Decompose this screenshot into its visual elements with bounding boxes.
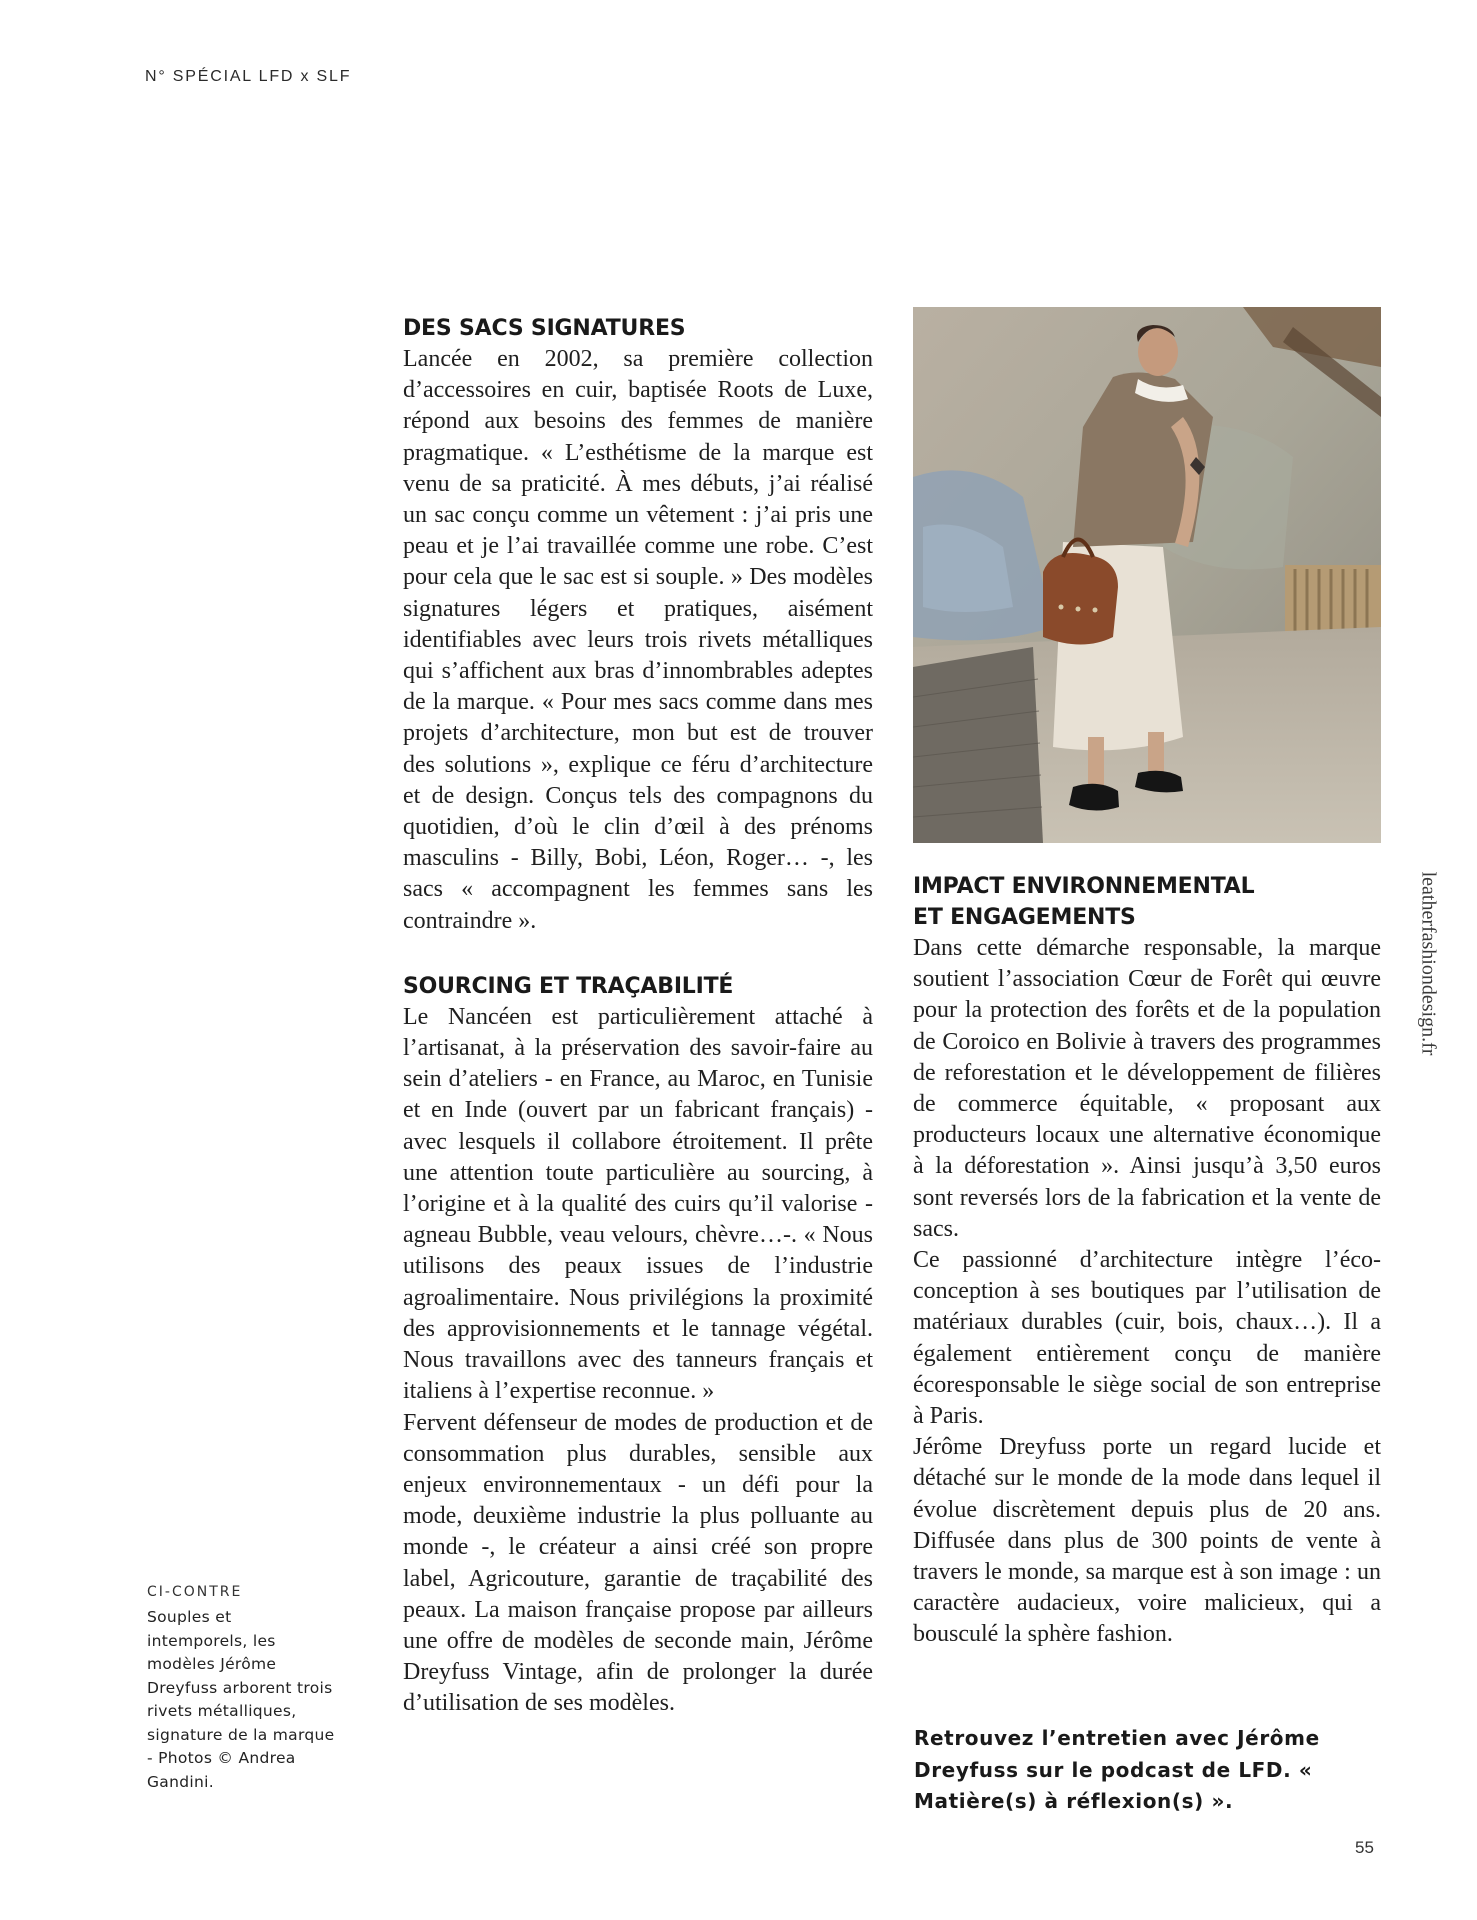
section-heading: IMPACT ENVIRONNEMENTAL ET ENGAGEMENTS bbox=[913, 874, 1255, 930]
paragraph: Jérôme Dreyfuss porte un regard lucide et détaché sur le monde de la mode dans lequel il évolue discrètement depuis plus de 20 ans. Diffusée dans plus de 300 points de vente à travers le monde, sa marque est à son image : un caractère audacieux, voire malicieux, qui a bousculé la sphère fashion. bbox=[913, 1434, 1381, 1648]
section-impact bbox=[913, 871, 1381, 1651]
caption-text: Souples et intemporels, les modèles Jérôme Dreyfuss arborent trois rivets métalliques, signature de la marque - Photos © Andrea Gandini. bbox=[147, 1608, 335, 1791]
section-sourcing bbox=[403, 971, 873, 1720]
paragraph: Dans cette démarche responsable, la marque soutient l’association Cœur de Forêt qui œuvre pour la protection des forêts et de la population de Coroico en Bolivie à travers des programmes de reforestation et le développement de filières de commerce équitable, « proposant aux producteurs locaux une alternative économique à la déforestation ». Ainsi jusqu’à 3,50 euros sont reversés lors de la fabrication et la vente de sacs. bbox=[913, 935, 1381, 1242]
article-column-middle bbox=[403, 313, 873, 1754]
issue-tag: N° SPÉCIAL LFD x SLF bbox=[145, 68, 352, 85]
paragraph: Le Nancéen est particulièrement attaché à l’artisanat, à la préservation des savoir-faire au sein d’ateliers - en France, au Maroc, en Tunisie et en Inde (ouvert par un fabricant français) - avec lesquels il collabore étroitement. Il prête une attention toute particulière au sourcing, à l’origine et à la qualité des cuirs qu’il valorise - agneau Bubble, veau velours, chèvre…-. « Nous utilisons des peaux issues de l’industrie agroalimentaire. Nous privilégions la proximité des approvisionnements et le tannage végétal. Nous travaillons avec des tanneurs français et italiens à l’expertise reconnue. » bbox=[403, 1003, 873, 1405]
article-column-right bbox=[913, 871, 1381, 1685]
side-url bbox=[1413, 853, 1443, 1073]
section-sacs-signatures bbox=[403, 313, 873, 937]
photo-caption bbox=[147, 1584, 337, 1794]
paragraph: Lancée en 2002, sa première collection d’accessoires en cuir, baptisée Roots de Luxe, répond aux besoins des femmes de manière pragmatique. « L’esthétisme de la marque est venu de sa praticité. À mes débuts, j’ai réalisé un sac conçu comme un vêtement : j’ai pris une peau et je l’ai travaillée comme une robe. C’est pour cela que le sac est si souple. » Des modèles signatures légers et pratiques, aisément identifiables avec leurs trois rivets métalliques qui s’affichent aux bras d’innombrables adeptes de la marque. « Pour mes sacs comme dans mes projets d’architecture, mon but est de trouver des solutions », explique ce féru d’architecture et de design. Conçus tels des compagnons du quotidien, d’où le clin d’œil à des prénoms masculins - Billy, Bobi, Léon, Roger… -, les sacs « accompagnent les femmes sans les contraindre ». bbox=[403, 346, 873, 934]
section-heading: SOURCING ET TRAÇABILITÉ bbox=[403, 973, 734, 999]
caption-label: CI-CONTRE bbox=[147, 1584, 243, 1600]
fashion-photo bbox=[913, 307, 1381, 843]
section-heading: DES SACS SIGNATURES bbox=[403, 316, 686, 341]
page-number: 55 bbox=[1355, 1838, 1374, 1857]
podcast-callout: Retrouvez l’entretien avec Jérôme Dreyfuss sur le podcast de LFD. « Matière(s) à réflexion(s) ». bbox=[914, 1726, 1320, 1813]
paragraph: Ce passionné d’architecture intègre l’éco-conception à ses boutiques par l’utilisation de matériaux durables (cuir, bois, chaux…). Il a également entièrement conçu de manière écoresponsable le siège social de son entreprise à Paris. bbox=[913, 1247, 1381, 1430]
website-url: leatherfashiondesign.fr bbox=[1417, 871, 1440, 1055]
paragraph: Fervent défenseur de modes de production et de consommation plus durables, sensible aux enjeux environnementaux - un défi pour la mode, deuxième industrie la plus polluante au monde -, le créateur a ainsi créé son propre label, Agricouture, garantie de traçabilité des peaux. La maison française propose par ailleurs une offre de modèles de seconde main, Jérôme Dreyfuss Vintage, afin de prolonger la durée d’utilisation de ses modèles. bbox=[403, 1409, 873, 1717]
